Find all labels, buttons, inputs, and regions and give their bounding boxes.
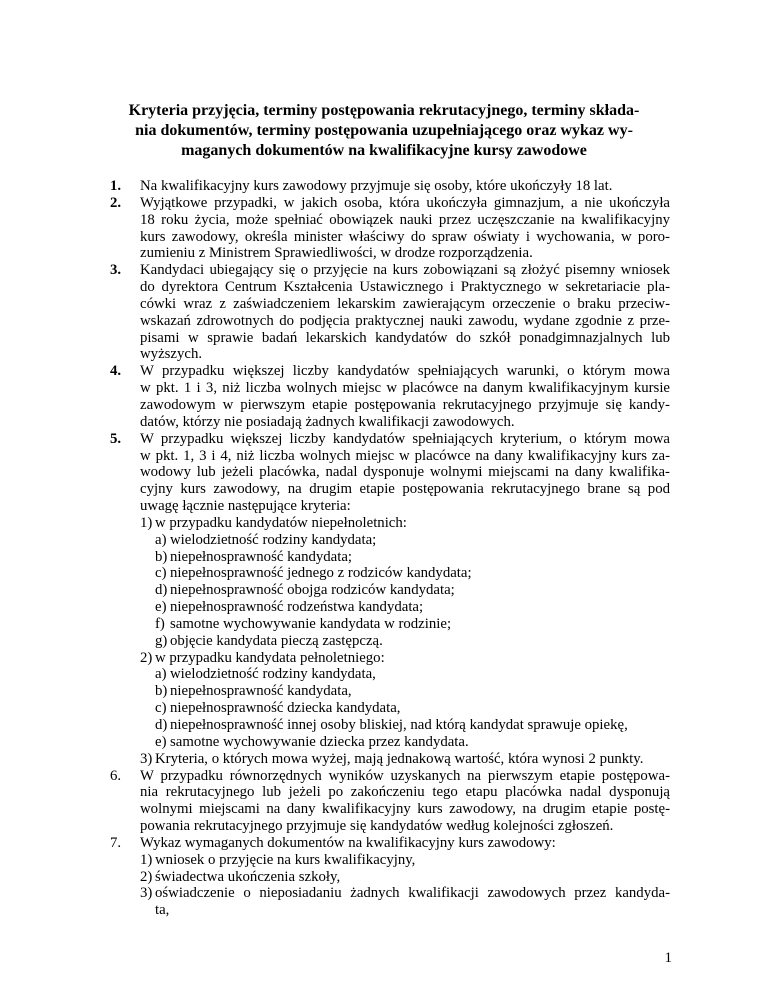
list-marker: 5.	[110, 430, 122, 447]
letter-marker: g)	[155, 632, 168, 649]
text-line	[110, 565, 670, 582]
text-line	[110, 380, 670, 397]
text-line	[110, 801, 670, 818]
text-line	[110, 717, 670, 734]
letter-marker: f)	[155, 615, 165, 632]
line-text: niepełnosprawność rodzeństwa kandydata;	[170, 599, 424, 616]
page-number: 1	[664, 950, 672, 966]
text-line	[110, 532, 670, 549]
text-line	[110, 818, 670, 835]
list-marker: 7.	[110, 834, 122, 851]
sublist-marker: 2)	[140, 649, 153, 666]
list-marker: 4.	[110, 363, 122, 380]
line-text: wskazań zdrowotnych do podjęcia praktycznej nauki zawodu, wydane zgodnie z prze-	[140, 312, 670, 329]
text-line	[110, 902, 670, 919]
letter-marker: c)	[155, 700, 167, 717]
text-line	[110, 700, 670, 717]
text-line	[110, 229, 670, 246]
text-line	[110, 448, 670, 465]
text-line	[110, 599, 670, 616]
letter-marker: a)	[155, 666, 167, 683]
text-line	[110, 498, 670, 515]
text-line	[110, 414, 670, 431]
text-line	[110, 751, 670, 768]
letter-marker: a)	[155, 531, 167, 548]
title-line: Kryteria przyjęcia, terminy postępowania rekrutacyjnego, terminy składa-	[128, 102, 640, 119]
list-marker: 6.	[110, 767, 122, 784]
text-line	[110, 633, 670, 650]
line-text: wielodzietność rodziny kandydata,	[170, 666, 376, 683]
line-text: zawodowym w pierwszym etapie postępowania rekrutacyjnego przyjmuje się kandy-	[140, 396, 670, 413]
line-text: wodowy lub jeżeli placówka, nadal dysponuje wolnymi miejscami na dany kwalifika-	[140, 464, 670, 481]
list-marker: 3.	[110, 262, 122, 279]
text-line	[110, 212, 670, 229]
line-text: pisami w sprawie badań lekarskich kandydatów do szkół ponadgimnazjalnych lub	[140, 329, 670, 346]
text-line	[110, 178, 670, 195]
text-line	[110, 734, 670, 751]
text-line	[110, 835, 670, 852]
line-text: do dyrektora Centrum Kształcenia Ustawicznego i Praktycznego w sekretariacie pla-	[140, 279, 670, 296]
line-text: W przypadku większej liczby kandydatów spełniających warunki, o którym mowa	[140, 363, 670, 380]
text-line	[110, 346, 670, 363]
line-text: kurs zawodowy, określa minister właściwy do spraw oświaty i wychowania, w poro-	[140, 228, 670, 245]
text-line	[110, 683, 670, 700]
line-text: samotne wychowywanie kandydata w rodzinie;	[170, 615, 452, 632]
text-line	[110, 650, 670, 667]
text-line	[110, 296, 670, 313]
line-text: Kryteria, o których mowa wyżej, mają jednakową wartość, która wynosi 2 punkty.	[155, 750, 644, 767]
line-text: objęcie kandydata pieczą zastępczą.	[170, 632, 383, 649]
text-line	[110, 313, 670, 330]
text-line	[110, 549, 670, 566]
line-text: wniosek o przyjęcie na kurs kwalifikacyjny,	[155, 851, 416, 868]
line-text: wielodzietność rodziny kandydata;	[170, 531, 377, 548]
text-line	[110, 431, 670, 448]
text-line	[110, 885, 670, 902]
text-line	[110, 768, 670, 785]
line-text: świadectwa ukończenia szkoły,	[155, 868, 341, 885]
letter-marker: e)	[155, 733, 167, 750]
text-line	[110, 330, 670, 347]
letter-marker: e)	[155, 599, 167, 616]
line-text: niepełnosprawność jednego z rodziców kandydata;	[170, 565, 472, 582]
line-text: cyjny kurs zawodowy, na drugim etapie postępowania rekrutacyjnego brane są pod	[140, 481, 670, 498]
text-line	[110, 195, 670, 212]
text-line	[110, 464, 670, 481]
line-text: oświadczenie o nieposiadaniu żadnych kwalifikacji zawodowych przez kandyda-	[155, 885, 670, 902]
text-line	[110, 515, 670, 532]
line-text: Wyjątkowe przypadki, w jakich osoba, która ukończyła gimnazjum, a nie ukończyła	[140, 194, 670, 211]
line-text: w pkt. 1, 3 i 4, niż liczba wolnych miejsc w placówce na dany kwalifikacyjny kurs za-	[140, 447, 670, 464]
line-text: 18 roku życia, może spełniać obowiązek nauki przez uczęszczanie na kwalifikacyjny	[140, 211, 670, 228]
line-text: W przypadku większej liczby kandydatów spełniających kryterium, o którym mowa	[140, 430, 670, 447]
line-text: datów, którzy nie posiadają żadnych kwalifikacji zawodowych.	[140, 413, 515, 430]
sublist-marker: 3)	[140, 885, 153, 902]
letter-marker: b)	[155, 548, 168, 565]
text-line	[110, 784, 670, 801]
line-text: wolnymi miejscami na dany kwalifikacyjny kurs zawodowy, na drugim etapie postę-	[140, 801, 670, 818]
text-line	[110, 397, 670, 414]
letter-marker: c)	[155, 565, 167, 582]
title-line: nia dokumentów, terminy postępowania uzupełniającego oraz wykaz wy-	[135, 122, 633, 139]
text-line	[110, 481, 670, 498]
line-text: W przypadku równorzędnych wyników uzyskanych na pierwszym etapie postępowa-	[140, 767, 670, 784]
letter-marker: b)	[155, 683, 168, 700]
line-text: w przypadku kandydata pełnoletniego:	[155, 649, 385, 666]
line-text: niepełnosprawność kandydata;	[170, 548, 353, 565]
text-line	[110, 852, 670, 869]
line-text: niepełnosprawność obojga rodziców kandydata;	[170, 582, 455, 599]
line-text: samotne wychowywanie dziecka przez kandydata.	[170, 733, 469, 750]
sublist-marker: 1)	[140, 851, 153, 868]
line-text: niepełnosprawność dziecka kandydata,	[170, 700, 401, 717]
letter-marker: d)	[155, 717, 168, 733]
text-line	[110, 869, 670, 886]
document-body	[110, 178, 670, 919]
text-line	[110, 279, 670, 296]
text-line	[110, 245, 670, 262]
sublist-marker: 3)	[140, 750, 153, 767]
line-text: uwagę łącznie następujące kryteria:	[140, 498, 351, 515]
line-text: Na kwalifikacyjny kurs zawodowy przyjmuje się osoby, które ukończyły 18 lat.	[140, 178, 613, 194]
list-marker: 1.	[110, 178, 122, 194]
line-text: zumieniu z Ministrem Sprawiedliwości, w drodze rozporządzenia.	[140, 245, 533, 262]
line-text: niepełnosprawność innej osoby bliskiej, nad którą kandydat sprawuje opiekę,	[170, 717, 628, 733]
text-line	[110, 666, 670, 683]
line-text: nia rekrutacyjnego lub jeżeli po zakończeniu tego etapu placówka nadal dysponują	[140, 784, 670, 801]
line-text: w przypadku kandydatów niepełnoletnich:	[155, 514, 407, 531]
letter-marker: d)	[155, 582, 168, 599]
text-line	[110, 262, 670, 279]
line-text: Kandydaci ubiegający się o przyjęcie na kurs zobowiązani są złożyć pisemny wniosek	[140, 262, 670, 279]
document-title	[90, 101, 678, 161]
text-line	[110, 363, 670, 380]
sublist-marker: 1)	[140, 514, 153, 531]
text-line	[110, 582, 670, 599]
sublist-marker: 2)	[140, 868, 153, 885]
line-text: cówki wraz z zaświadczeniem lekarskim zawierającym orzeczenie o braku przeciw-	[140, 295, 670, 312]
line-text: Wykaz wymaganych dokumentów na kwalifikacyjny kurs zawodowy:	[140, 834, 556, 851]
line-text: niepełnosprawność kandydata,	[170, 683, 352, 700]
title-line: maganych dokumentów na kwalifikacyjne kursy zawodowe	[181, 142, 587, 159]
line-text: wyższych.	[140, 346, 203, 363]
list-marker: 2.	[110, 194, 122, 211]
line-text: w pkt. 1 i 3, niż liczba wolnych miejsc w placówce na danym kwalifikacyjnym kursie	[140, 380, 670, 397]
line-text: ta,	[155, 902, 170, 919]
line-text: powania rekrutacyjnego przyjmuje się kandydatów według kolejności zgłoszeń.	[140, 818, 614, 835]
text-line	[110, 616, 670, 633]
